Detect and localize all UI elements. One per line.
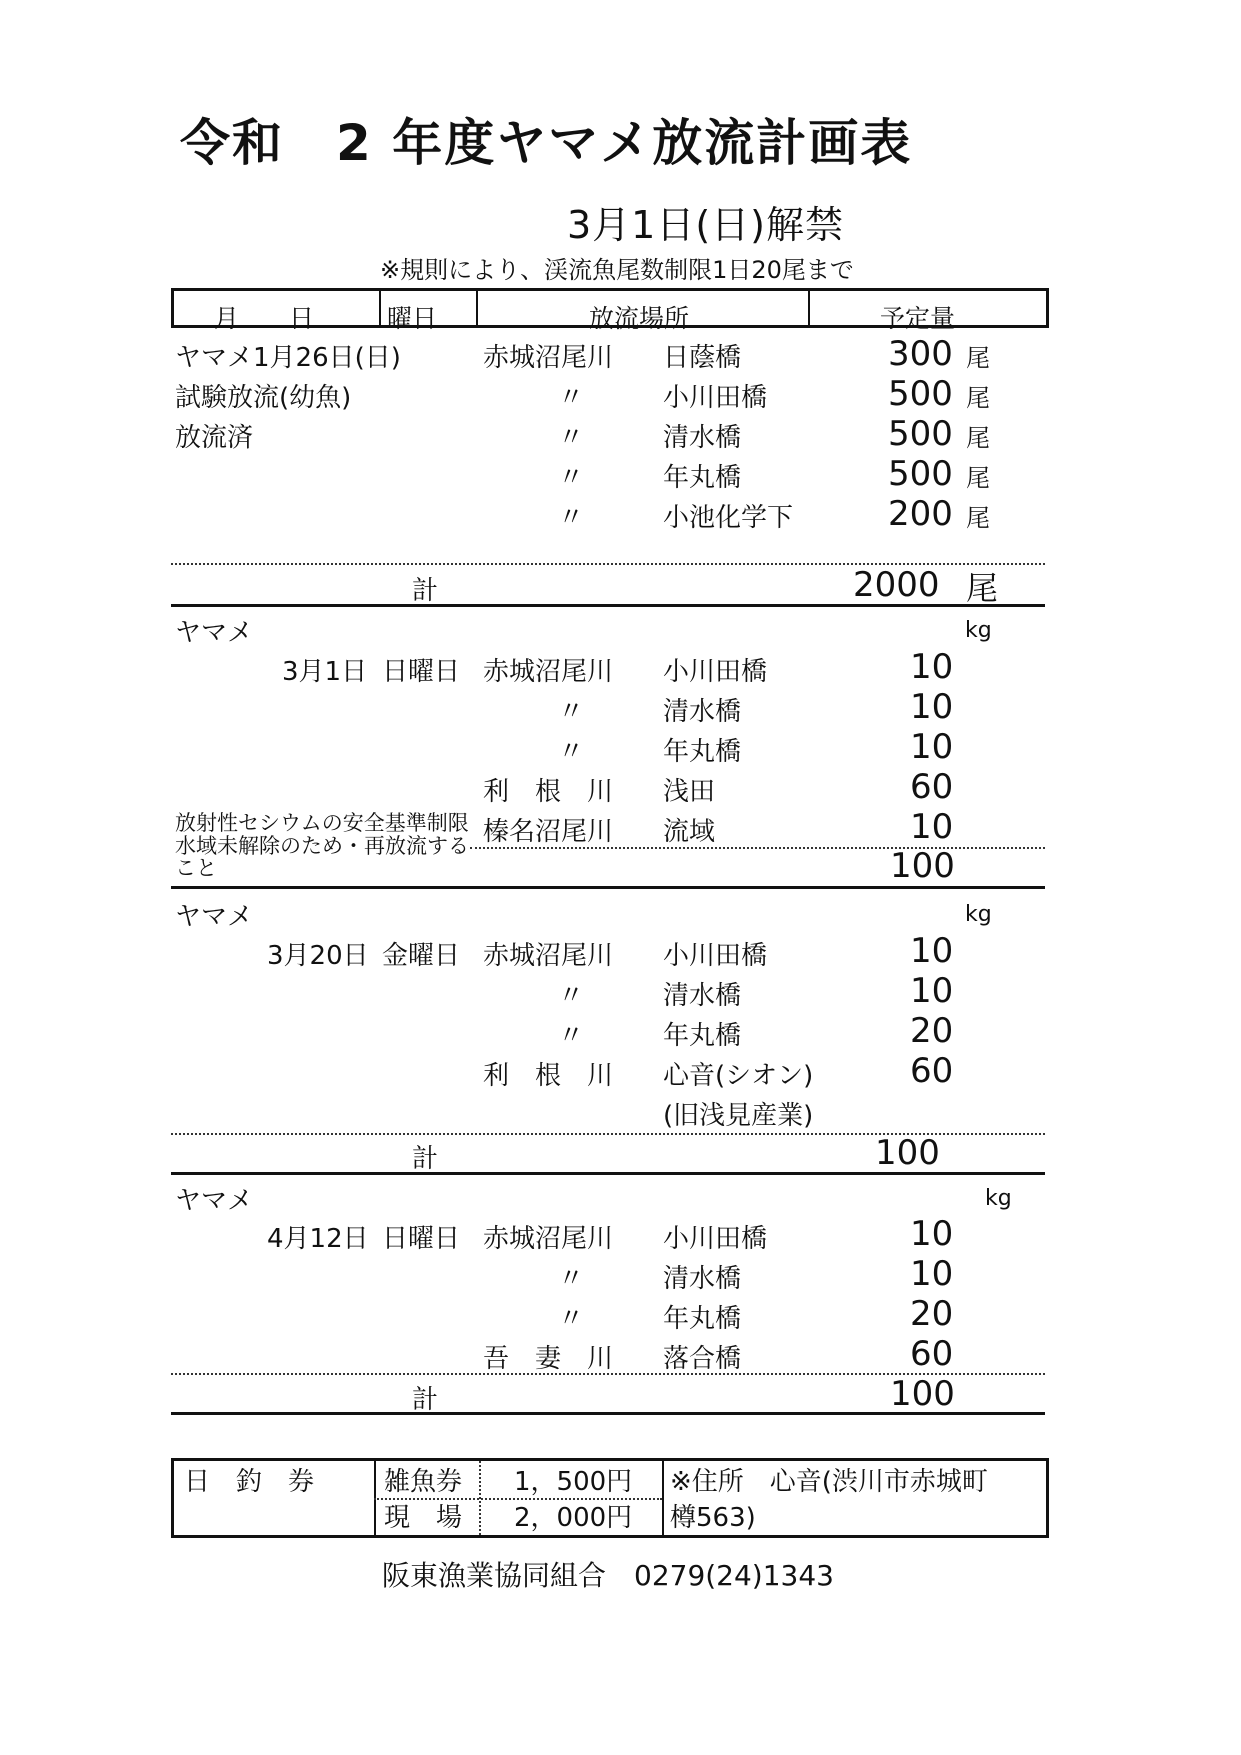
s1-site: 小川田橋 — [663, 657, 768, 687]
s1-site: 清水橋 — [663, 697, 742, 727]
header-date: 月 日 — [214, 304, 315, 333]
ticket-type-zako: 雑魚券 — [384, 1467, 463, 1497]
organization-contact: 阪東漁業協同組合 0279(24)1343 — [382, 1559, 834, 1592]
s1-qty: 10 — [910, 727, 954, 767]
trial-unit: 尾 — [966, 504, 990, 532]
trial-total-unit: 尾 — [966, 569, 999, 607]
s3-total-label: 計 — [412, 1385, 439, 1415]
section-divider — [171, 604, 1045, 607]
s2-site: 小川田橋 — [663, 941, 768, 971]
s1-kg: kg — [965, 618, 992, 643]
s1-river: 利 根 川 — [483, 777, 614, 807]
header-weekday: 曜日 — [387, 304, 438, 333]
trial-site: 清水橋 — [663, 423, 742, 453]
s3-river: 〃 — [558, 1304, 585, 1334]
trial-unit: 尾 — [966, 464, 990, 492]
s3-kg: kg — [985, 1186, 1012, 1211]
s1-river: 〃 — [558, 737, 585, 767]
s1-remark: 放射性セシウムの安全基準制限水域未解除のため・再放流すること — [175, 811, 469, 881]
trial-river: 〃 — [558, 423, 585, 453]
section-divider — [171, 886, 1045, 889]
section-divider — [171, 1172, 1045, 1175]
s1-qty: 10 — [910, 647, 954, 687]
ticket-address-cont: 樽563) — [670, 1503, 756, 1533]
s3-weekday: 日曜日 — [382, 1224, 461, 1254]
s3-total: 100 — [890, 1374, 955, 1414]
s2-site-note: (旧浅見産業) — [663, 1101, 814, 1131]
ticket-box — [171, 1458, 1049, 1538]
s1-total: 100 — [890, 846, 955, 886]
s3-site: 落合橋 — [663, 1344, 742, 1374]
s2-date: 3月20日 — [267, 941, 369, 971]
s2-site: 清水橋 — [663, 981, 742, 1011]
trial-river: 〃 — [558, 463, 585, 493]
s1-weekday: 日曜日 — [382, 657, 461, 687]
trial-river: 〃 — [558, 503, 585, 533]
ticket-price-onsite: 2，000円 — [514, 1503, 633, 1533]
s2-site: 心音(シオン) — [663, 1061, 814, 1091]
s3-site: 清水橋 — [663, 1264, 742, 1294]
trial-label-date: ヤマメ1月26日(日) — [175, 343, 401, 373]
trial-qty: 200 — [888, 494, 953, 534]
s2-weekday: 金曜日 — [382, 941, 461, 971]
s1-site: 年丸橋 — [663, 737, 742, 767]
trial-site: 日蔭橋 — [663, 343, 742, 373]
ticket-type-onsite: 現 場 — [384, 1503, 463, 1533]
s1-river: 赤城沼尾川 — [483, 657, 614, 687]
trial-site: 小川田橋 — [663, 383, 768, 413]
s2-qty: 10 — [910, 971, 954, 1011]
ticket-label: 日 釣 券 — [184, 1467, 315, 1497]
s3-site: 年丸橋 — [663, 1304, 742, 1334]
s1-site: 流域 — [663, 817, 716, 847]
s2-total-label: 計 — [412, 1144, 439, 1174]
trial-site: 小池化学下 — [663, 503, 794, 533]
page-title: 令和 2 年度ヤマメ放流計画表 — [180, 114, 913, 172]
s2-qty: 60 — [910, 1051, 954, 1091]
s3-date: 4月12日 — [267, 1224, 369, 1254]
trial-label-status: 放流済 — [175, 423, 254, 453]
trial-qty: 500 — [888, 454, 953, 494]
s2-river: 利 根 川 — [483, 1061, 614, 1091]
s3-qty: 20 — [910, 1294, 954, 1334]
table-header — [171, 288, 1049, 333]
s3-river: 吾 妻 川 — [483, 1344, 614, 1374]
s1-qty: 10 — [910, 807, 954, 847]
trial-qty: 500 — [888, 414, 953, 454]
s2-kg: kg — [965, 902, 992, 927]
rule-note: ※規則により、渓流魚尾数制限1日20尾まで — [380, 256, 854, 284]
s2-site: 年丸橋 — [663, 1021, 742, 1051]
s1-qty: 10 — [910, 687, 954, 727]
s2-fish: ヤマメ — [175, 902, 254, 932]
ticket-address: ※住所 心音(渋川市赤城町 — [670, 1467, 988, 1497]
trial-unit: 尾 — [966, 424, 990, 452]
s3-river: 〃 — [558, 1264, 585, 1294]
s1-river: 榛名沼尾川 — [483, 817, 614, 847]
ticket-price-zako: 1，500円 — [514, 1467, 633, 1497]
s2-river: 赤城沼尾川 — [483, 941, 614, 971]
header-place: 放流場所 — [589, 304, 690, 333]
s1-river: 〃 — [558, 697, 585, 727]
trial-qty: 500 — [888, 374, 953, 414]
trial-site: 年丸橋 — [663, 463, 742, 493]
s2-river: 〃 — [558, 981, 585, 1011]
s1-date: 3月1日 — [282, 657, 368, 687]
s3-qty: 10 — [910, 1254, 954, 1294]
s2-qty: 10 — [910, 931, 954, 971]
s1-qty: 60 — [910, 767, 954, 807]
s3-qty: 10 — [910, 1214, 954, 1254]
trial-qty: 300 — [888, 334, 953, 374]
s1-site: 浅田 — [663, 777, 716, 807]
s3-river: 赤城沼尾川 — [483, 1224, 614, 1254]
s3-fish: ヤマメ — [175, 1186, 254, 1216]
s3-qty: 60 — [910, 1334, 954, 1374]
trial-unit: 尾 — [966, 384, 990, 412]
s2-qty: 20 — [910, 1011, 954, 1051]
s1-fish: ヤマメ — [175, 618, 254, 648]
header-amount: 予定量 — [880, 304, 956, 333]
trial-label-type: 試験放流(幼魚) — [175, 383, 352, 413]
s2-total: 100 — [875, 1133, 940, 1173]
section-divider — [171, 1412, 1045, 1415]
dotted-divider — [470, 847, 1045, 849]
page-subtitle: 3月1日(日)解禁 — [567, 203, 845, 247]
trial-unit: 尾 — [966, 344, 990, 372]
s2-river: 〃 — [558, 1021, 585, 1051]
trial-total: 2000 — [853, 565, 940, 605]
s3-site: 小川田橋 — [663, 1224, 768, 1254]
trial-river: 〃 — [558, 383, 585, 413]
trial-total-label: 計 — [412, 576, 439, 606]
trial-river: 赤城沼尾川 — [483, 343, 614, 373]
